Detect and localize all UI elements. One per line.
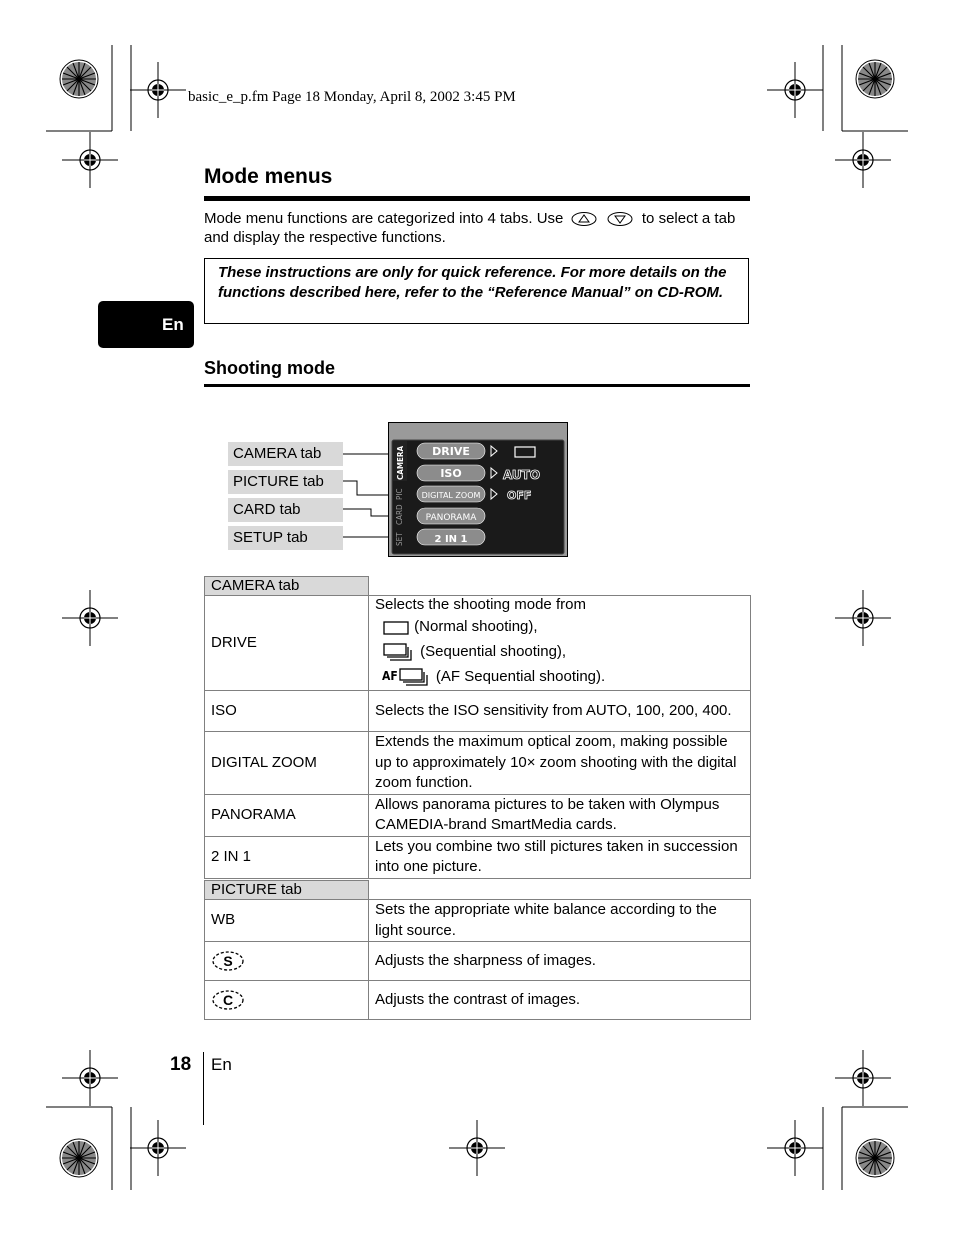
row-name-drive: DRIVE: [205, 596, 369, 691]
table-row: [205, 794, 751, 836]
label-camera-tab: CAMERA tab: [228, 442, 343, 466]
lcd-item-digital-zoom: DIGITAL ZOOM: [421, 491, 481, 500]
lcd-item-drive: DRIVE: [432, 445, 470, 458]
row-name-2in1: 2 IN 1: [205, 836, 369, 878]
label-setup-tab: SETUP tab: [228, 526, 343, 550]
row-desc-contrast: Adjusts the contrast of images.: [369, 981, 751, 1020]
lcd-side-tab-camera: CAMERA: [396, 445, 405, 480]
up-arrow-button-icon: [570, 211, 598, 227]
drive-option-sequential: (Sequential shooting),: [420, 643, 567, 660]
row-desc-wb: Sets the appropriate white balance according to the light source.: [369, 900, 751, 942]
lcd-item-panorama: PANORAMA: [425, 513, 477, 523]
intro-text-before: Mode menu functions are categorized into 4 tabs. Use: [204, 210, 564, 227]
table-row: [205, 942, 751, 981]
page-title: Mode menus: [204, 165, 333, 188]
af-label: AF: [382, 669, 398, 683]
lcd-item-iso: ISO: [440, 467, 462, 480]
row-name-wb: WB: [205, 900, 369, 942]
intro-text-after: to select a tab and display the respective functions.: [204, 210, 736, 246]
page-number: 18: [170, 1054, 192, 1075]
row-desc-digital-zoom: Extends the maximum optical zoom, making possible up to approximately 10× zoom shooting with the digital zoom function.: [369, 732, 751, 795]
row-name-iso: ISO: [205, 691, 369, 732]
footer-divider: [203, 1052, 204, 1125]
drive-intro: Selects the shooting mode from: [375, 596, 586, 613]
contrast-icon: [211, 989, 245, 1011]
row-desc-2in1: Lets you combine two still pictures taken in succession into one picture.: [369, 836, 751, 878]
table-row: [205, 836, 751, 878]
camera-tab-table: [204, 576, 751, 879]
row-name-digital-zoom: DIGITAL ZOOM: [205, 732, 369, 795]
row-desc-sharpness: Adjusts the sharpness of images.: [369, 942, 751, 981]
title-rule: [204, 196, 750, 201]
table-row: [205, 981, 751, 1020]
sharpness-icon: [211, 950, 245, 972]
lcd-menu: [388, 422, 568, 557]
row-desc-panorama: Allows panorama pictures to be taken with Olympus CAMEDIA-brand SmartMedia cards.: [369, 794, 751, 836]
lcd-side-tab-pic: PIC: [395, 488, 404, 500]
language-tab: En: [98, 301, 194, 348]
camera-table-header: CAMERA tab: [205, 577, 369, 596]
lcd-value-off: OFF: [507, 489, 532, 502]
svg-text:S: S: [223, 953, 233, 969]
label-picture-tab: PICTURE tab: [228, 470, 343, 494]
row-name-panorama: PANORAMA: [205, 794, 369, 836]
footer-language: En: [211, 1055, 232, 1074]
lcd-value-auto: AUTO: [503, 468, 541, 482]
section-title: Shooting mode: [204, 358, 335, 378]
table-row: [205, 732, 751, 795]
drive-option-af-sequential: (AF Sequential shooting).: [435, 668, 606, 685]
down-arrow-button-icon: [606, 211, 634, 227]
lcd-item-2in1: 2 IN 1: [434, 534, 468, 545]
lcd-screen: [388, 422, 568, 557]
table-row: [205, 596, 751, 691]
picture-tab-table: [204, 880, 751, 1020]
row-desc-iso: Selects the ISO sensitivity from AUTO, 100, 200, 400.: [369, 691, 751, 732]
picture-table-header: PICTURE tab: [205, 881, 369, 900]
file-header: basic_e_p.fm Page 18 Monday, April 8, 2002 3:45 PM: [188, 89, 516, 105]
section-rule: [204, 384, 750, 387]
label-card-tab: CARD tab: [228, 498, 343, 522]
lcd-side-tab-card: CARD: [395, 504, 404, 525]
single-frame-icon: [382, 619, 410, 635]
reference-note: These instructions are only for quick reference. For more details on the functions described here, refer to the “Reference Manual” on CD-ROM.: [204, 258, 749, 324]
drive-option-normal: (Normal shooting),: [414, 618, 538, 635]
table-row: [205, 691, 751, 732]
table-row: [205, 900, 751, 942]
lcd-side-tab-set: SET: [395, 532, 404, 546]
svg-text:C: C: [222, 992, 234, 1008]
sequential-icon: [382, 642, 416, 662]
af-sequential-icon: [398, 667, 432, 687]
intro-paragraph: [204, 209, 750, 247]
